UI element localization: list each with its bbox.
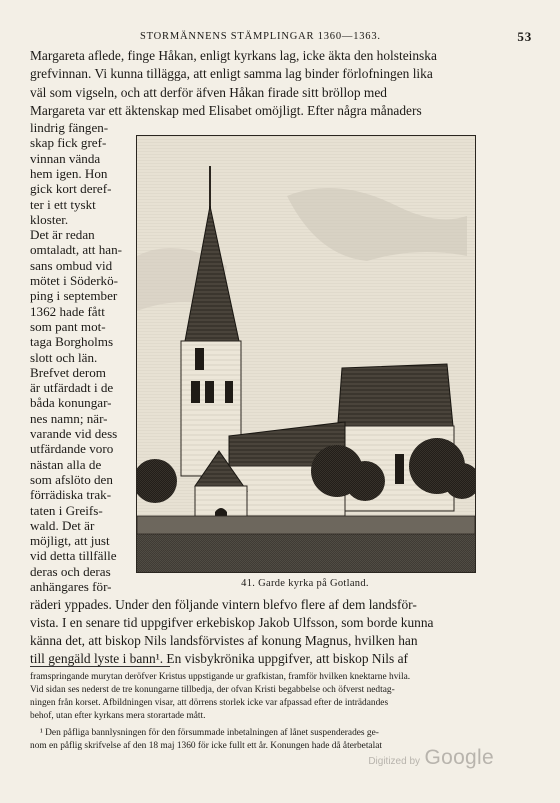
side-column-line: kloster. bbox=[30, 211, 69, 227]
body-line: vista. I en senare tid uppgifver erkebiskop Jakob Ulfsson, som borde kunna bbox=[30, 615, 434, 630]
side-column-line: 1362 hade fått bbox=[30, 303, 105, 319]
footnote-line: nom en påflig skrifvelse af den 18 maj 1360 för icke fullt ett år. Konungen hade då återbetalat bbox=[30, 741, 382, 751]
side-column-line: omtaladt, att han- bbox=[30, 242, 122, 258]
side-column-line: båda konungar- bbox=[30, 395, 112, 411]
side-column-line: lindrig fängen- bbox=[30, 120, 109, 135]
side-column-line: utfärdande voro bbox=[30, 441, 114, 457]
tower-window bbox=[191, 381, 200, 403]
side-column-line: deras och deras bbox=[30, 563, 111, 579]
side-column-line: som pant mot- bbox=[30, 318, 106, 334]
garde-church-illustration bbox=[137, 136, 475, 572]
side-column-line: är utfärdadt i de bbox=[30, 380, 114, 396]
side-column-line: wald. Det är bbox=[30, 517, 95, 533]
side-column-line: hem igen. Hon bbox=[30, 165, 108, 181]
body-line: grefvinnan. Vi kunna tillägga, att enligt samma lag binder förlofningen lika bbox=[30, 66, 433, 81]
footnote-line: ¹ Den påfliga bannlysningen för den försummade inbetalningen af lånet suspenderades ge- bbox=[40, 728, 379, 738]
side-column-line: vid detta tillfälle bbox=[30, 548, 117, 564]
side-column-line: vinnan vända bbox=[30, 150, 101, 166]
footnote-line: behof, utan efter kyrkans mera storartade mått. bbox=[30, 711, 206, 721]
body-line: Margareta var ett äktenskap med Elisabet omöjligt. Efter några månaders bbox=[30, 103, 422, 118]
side-column-line: förrädiska trak- bbox=[30, 487, 112, 503]
side-column-line: slott och län. bbox=[30, 349, 98, 365]
body-line: Margareta aflede, finge Håkan, enligt kyrkans lag, icke äkta den holsteinska bbox=[30, 48, 437, 63]
figure-caption: 41. Garde kyrka på Gotland. bbox=[241, 578, 369, 589]
tower-window bbox=[195, 348, 204, 370]
side-column-line: nästan alla de bbox=[30, 456, 102, 472]
side-column-line: sans ombud vid bbox=[30, 257, 113, 273]
body-line: till gengäld lyste i bann¹. En visbykrönika uppgifver, att biskop Nils af bbox=[30, 651, 408, 666]
side-column-line: ter i ett tyskt bbox=[30, 196, 96, 212]
footnote-line: framspringande murytan deröfver Kristus uppstigande ur grafkistan, framför hvilken knektarne hvila. bbox=[30, 672, 411, 682]
side-column-line: taten i Greifs- bbox=[30, 502, 103, 518]
body-line: räderi yppades. Under den följande vintern blefvo flere af dem landsför- bbox=[30, 597, 417, 612]
running-title: STORMÄNNENS STÄMPLINGAR 1360—1363. bbox=[140, 31, 381, 42]
chancel-window bbox=[395, 454, 404, 484]
footnote-line: ningen från korset. Afbildningen visar, att dörrens storlek icke var afpassad efter de inträdandes bbox=[30, 698, 389, 708]
side-column-line: varande vid dess bbox=[30, 426, 118, 441]
side-column-line: mötet i Söderkö- bbox=[30, 273, 119, 288]
page-number: 53 bbox=[517, 29, 532, 44]
running-header bbox=[30, 29, 532, 47]
side-column-line: gick kort deref- bbox=[30, 181, 112, 197]
side-column-line: möjligt, att just bbox=[30, 533, 110, 549]
side-column-line: ping i september bbox=[30, 288, 118, 304]
foreground-ground bbox=[137, 534, 475, 572]
tree bbox=[345, 461, 385, 501]
body-line: känna det, att biskop Nils landsförvistes af konung Magnus, hvilken han bbox=[30, 633, 418, 648]
side-column-line: nes namn; när- bbox=[30, 410, 108, 426]
tower-window bbox=[205, 381, 214, 403]
body-line: väl som vigseln, och att derför äfven Håkan firade sitt bröllop med bbox=[30, 85, 387, 100]
digitized-watermark bbox=[368, 746, 494, 770]
footnote-line: Vid sidan ses nederst de tre konungarne tillbedja, der ofvan Kristi begabbelse och öfverst nedtag- bbox=[30, 685, 395, 695]
chancel-roof bbox=[337, 364, 453, 436]
church-engraving bbox=[136, 135, 476, 573]
side-column-line: Det är redan bbox=[30, 227, 95, 243]
side-column-line: anhängares för- bbox=[30, 579, 112, 594]
watermark-brand: Google bbox=[424, 746, 494, 769]
side-column-line: taga Borgholms bbox=[30, 334, 114, 350]
side-column-line: som afslöto den bbox=[30, 471, 113, 487]
churchyard-wall bbox=[137, 516, 475, 534]
side-column-line: skap fick gref- bbox=[30, 135, 107, 151]
watermark-prefix: Digitized by bbox=[368, 756, 421, 767]
side-column-line: Brefvet derom bbox=[30, 364, 106, 380]
tower-window bbox=[225, 381, 233, 403]
footnote-separator bbox=[30, 666, 170, 667]
